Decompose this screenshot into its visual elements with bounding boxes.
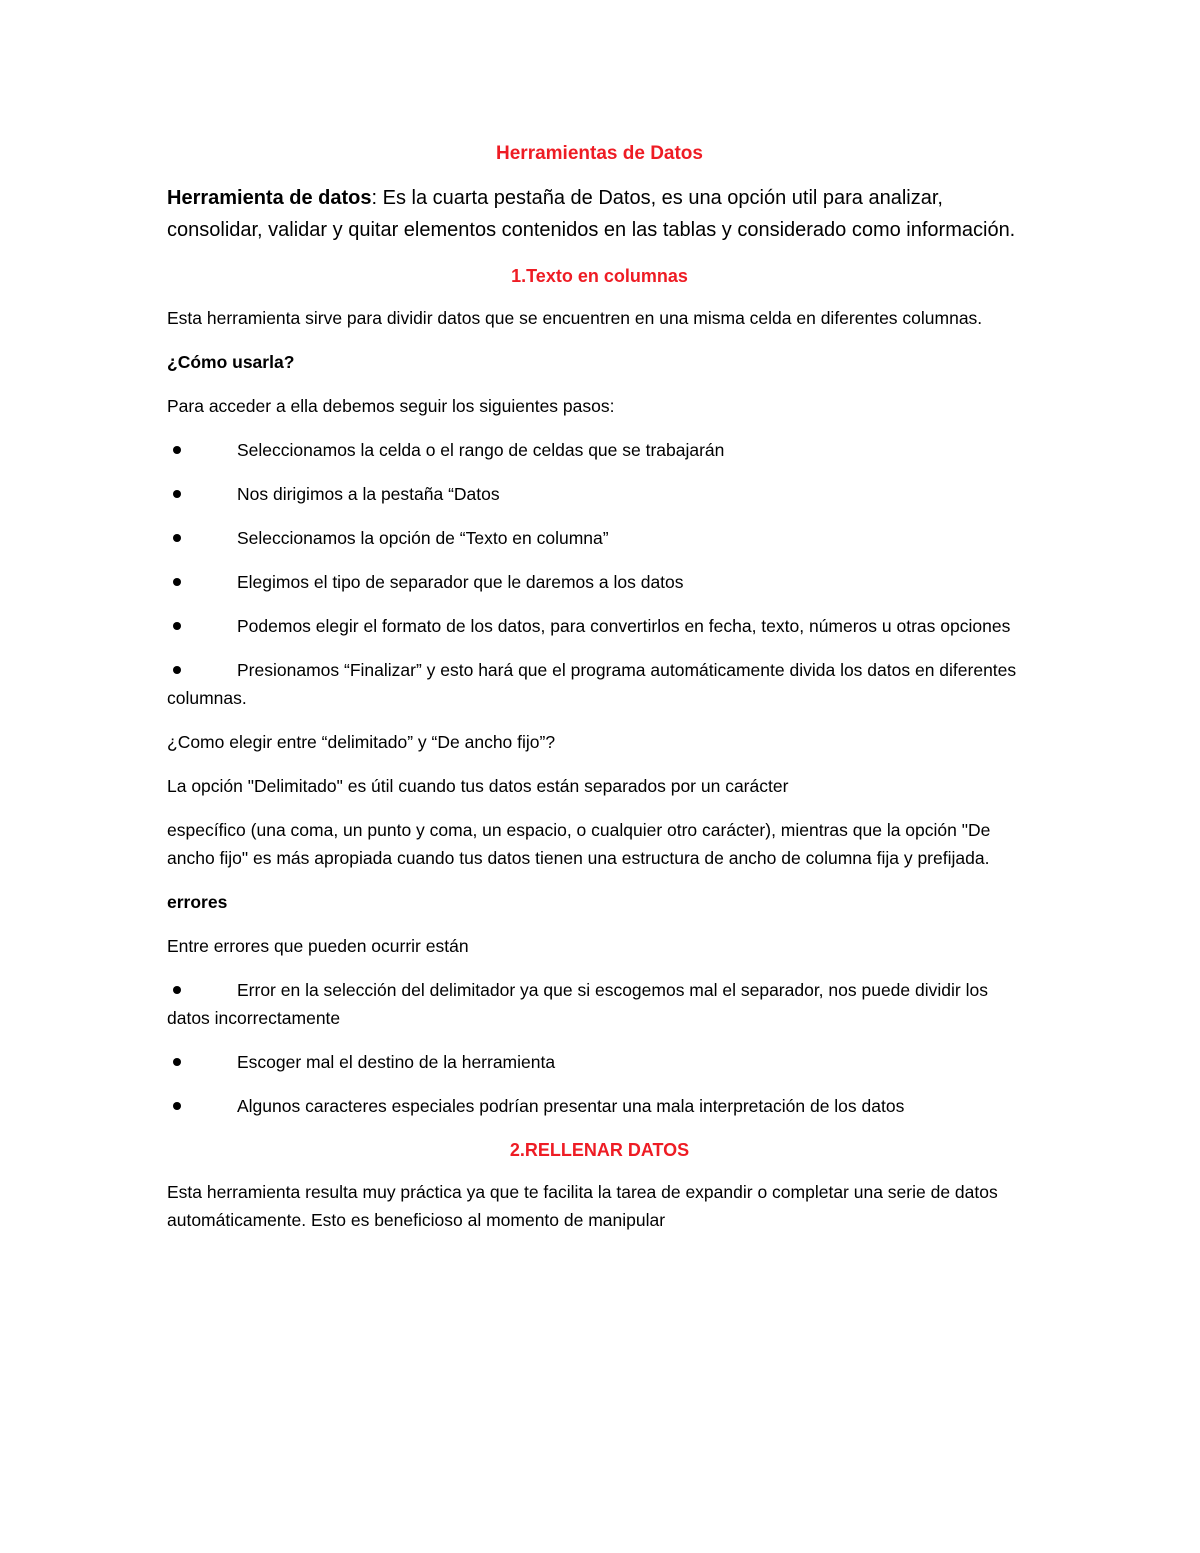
bullet-icon <box>167 1092 187 1120</box>
errors-intro: Entre errores que pueden ocurrir están <box>167 936 469 956</box>
list-item <box>167 612 1032 640</box>
intro-text: : Es la cuarta pestaña de Datos, es una opción util para analizar, consolidar, validar y quitar elementos contenidos en las tablas y considerado como información. <box>167 187 1016 241</box>
intro-paragraph <box>167 182 1032 246</box>
list-item-text: Error en la selección del delimitador ya que si escogemos mal el separador, nos puede dividir los datos incorrectamente <box>167 980 988 1028</box>
choose-heading: ¿Como elegir entre “delimitado” y “De ancho fijo”? <box>167 732 556 752</box>
steps-intro: Para acceder a ella debemos seguir los siguientes pasos: <box>167 396 615 416</box>
list-item-text: Podemos elegir el formato de los datos, para convertirlos en fecha, texto, números u otras opciones <box>237 616 1011 636</box>
section2-description: Esta herramienta resulta muy práctica ya que te facilita la tarea de expandir o completar una serie de datos automáticamente. Esto es beneficioso al momento de manipular <box>167 1182 998 1230</box>
list-item <box>167 480 1032 508</box>
bullet-icon <box>167 480 187 508</box>
list-item <box>167 436 1032 464</box>
bullet-icon <box>167 656 187 684</box>
list-item <box>167 1048 1032 1076</box>
list-item <box>167 568 1032 596</box>
bullet-icon <box>167 524 187 552</box>
list-item <box>167 656 1032 712</box>
list-item-text: Escoger mal el destino de la herramienta <box>237 1052 556 1072</box>
choose-paragraph-1: La opción "Delimitado" es útil cuando tus datos están separados por un carácter <box>167 776 789 796</box>
list-item-text: Algunos caracteres especiales podrían presentar una mala interpretación de los datos <box>237 1096 905 1116</box>
list-item-text: Nos dirigimos a la pestaña “Datos <box>237 484 500 504</box>
list-item <box>167 976 1032 1032</box>
section1-description: Esta herramienta sirve para dividir datos que se encuentren en una misma celda en diferentes columnas. <box>167 308 983 328</box>
bullet-icon <box>167 612 187 640</box>
bullet-icon <box>167 568 187 596</box>
section2-heading: 2.RELLENAR DATOS <box>509 1140 690 1160</box>
errors-heading: errores <box>167 892 228 912</box>
list-item-text: Seleccionamos la celda o el rango de celdas que se trabajarán <box>237 440 725 460</box>
list-item <box>167 1092 1032 1120</box>
list-item <box>167 524 1032 552</box>
bullet-icon <box>167 436 187 464</box>
bullet-icon <box>167 1048 187 1076</box>
intro-lead: Herramienta de datos <box>167 187 372 209</box>
bullet-icon <box>167 976 187 1004</box>
list-item-text: Seleccionamos la opción de “Texto en columna” <box>237 528 609 548</box>
choose-paragraph-2: específico (una coma, un punto y coma, un espacio, o cualquier otro carácter), mientras que la opción "De ancho fijo" es más apropiada cuando tus datos tienen una estructura de ancho de columna fija y prefijada. <box>167 820 991 868</box>
list-item-text: Elegimos el tipo de separador que le daremos a los datos <box>237 572 684 592</box>
section1-heading: 1.Texto en columnas <box>511 266 688 286</box>
list-item-text: Presionamos “Finalizar” y esto hará que el programa automáticamente divida los datos en diferentes columnas. <box>167 660 1017 708</box>
document-title: Herramientas de Datos <box>496 143 703 164</box>
how-to-heading: ¿Cómo usarla? <box>167 352 295 372</box>
